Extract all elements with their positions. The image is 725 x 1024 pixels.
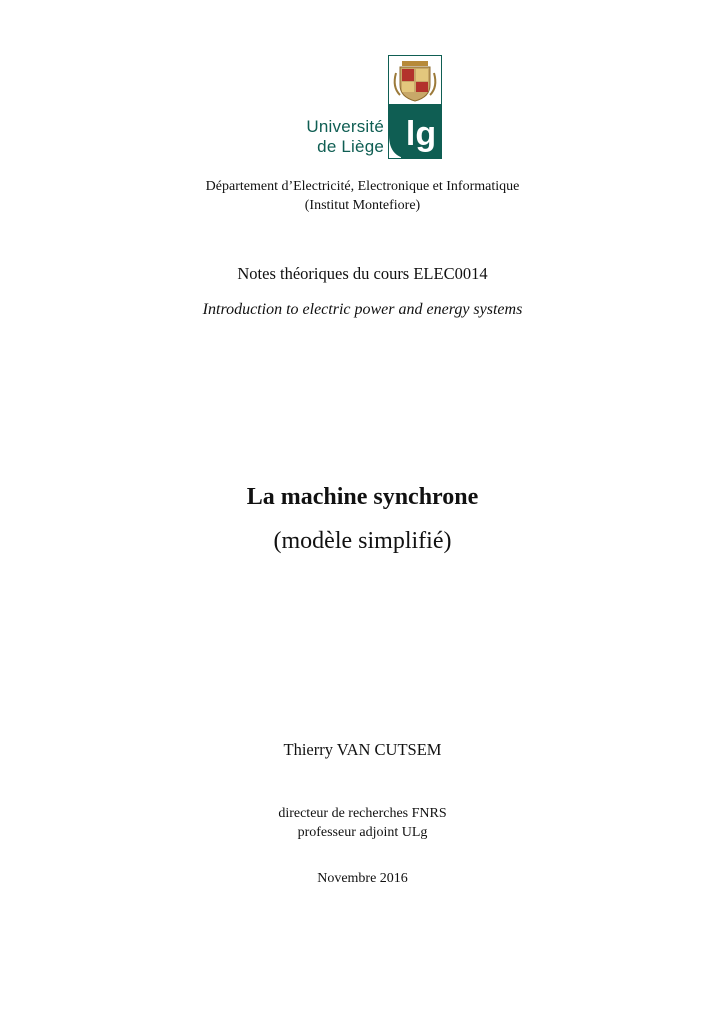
course-notes: Notes théoriques du cours ELEC0014 [237,264,488,283]
institute-name: (Institut Montefiore) [304,198,421,213]
university-name-line2: de Liège [317,137,384,156]
author-role-ulg: professeur adjoint ULg [297,825,428,840]
university-name-line1: Université [306,117,384,136]
document-title: La machine synchrone [246,484,479,510]
author-name: Thierry VAN CUTSEM [283,740,442,759]
department-name: Département d’Electricité, Electronique et Informatique [205,179,520,194]
publication-date: Novembre 2016 [317,871,408,886]
document-subtitle: (modèle simplifié) [273,528,452,554]
author-role-fnrs: directeur de recherches FNRS [278,806,447,821]
course-title: Introduction to electric power and energy systems [202,301,523,318]
university-logo [300,55,445,160]
author-roles [0,804,725,842]
svg-text:lg: lg [405,115,437,153]
ulg-monogram-icon [388,55,443,160]
department [0,177,725,215]
university-name [300,117,384,157]
coat-of-arms-icon [395,61,436,101]
